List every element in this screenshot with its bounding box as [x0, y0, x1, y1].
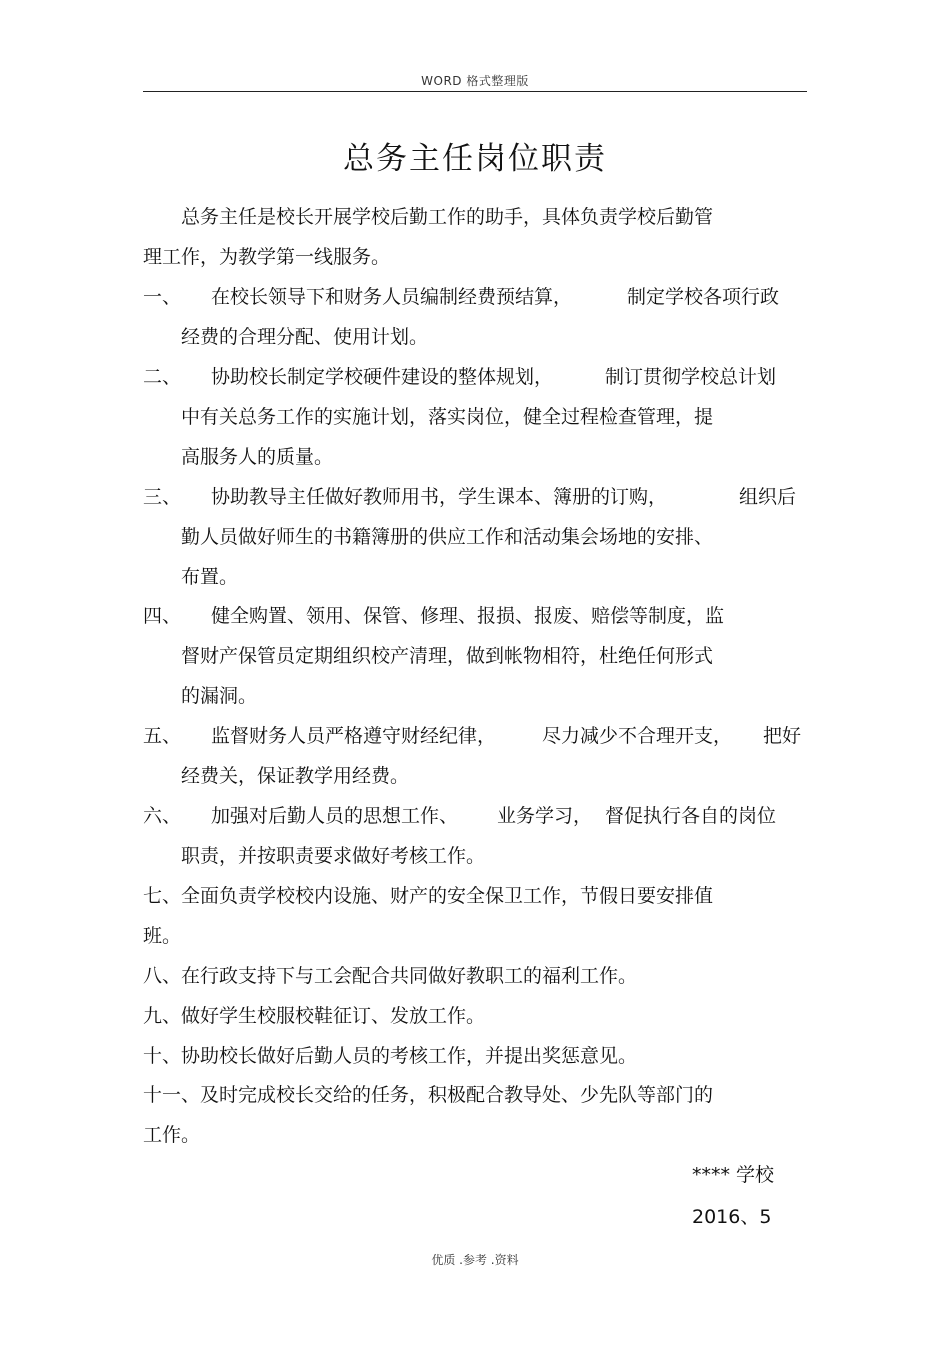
item-text: 制定学校各项行政	[627, 286, 780, 308]
item-text: 健全购置、领用、保管、修理、报损、报废、赔偿等制度，监	[211, 605, 725, 627]
item-text: 尽力减少不合理开支，	[542, 725, 733, 747]
item-text: 七、全面负责学校校内设施、财产的安全保卫工作，节假日要安排值	[143, 885, 714, 907]
item-text: 班。	[143, 925, 182, 947]
item-text: 中有关总务工作的实施计划，落实岗位，健全过程检查管理，提	[181, 406, 714, 428]
item-text: 督财产保管员定期组织校产清理，做到帐物相符，杜绝任何形式	[181, 645, 714, 667]
item-text: 加强对后勤人员的思想工作、	[211, 805, 459, 827]
item-text: 在校长领导下和财务人员编制经费预结算，	[211, 286, 573, 308]
signature-date: 2016、5	[692, 1206, 772, 1228]
item-number: 一、	[143, 286, 182, 308]
item-text: 的漏洞。	[181, 685, 258, 707]
item-text: 高服务人的质量。	[181, 446, 334, 468]
item-number: 三、	[143, 486, 182, 508]
item-text: 业务学习，	[497, 805, 593, 827]
item-text: 布置。	[181, 566, 239, 588]
item-text: 十一、及时完成校长交给的任务，积极配合教导处、少先队等部门的	[143, 1084, 714, 1106]
item-text: 组织后	[739, 486, 797, 508]
item-text: 勤人员做好师生的书籍簿册的供应工作和活动集会场地的安排、	[181, 526, 714, 548]
item-text: 九、做好学生校服校鞋征订、发放工作。	[143, 1005, 486, 1027]
item-text: 督促执行各自的岗位	[605, 805, 777, 827]
item-number: 五、	[143, 725, 182, 747]
page-footer: 优质 .参考 .资料	[431, 1253, 519, 1267]
item-text: 监督财务人员严格遵守财经纪律，	[211, 725, 497, 747]
item-text: 协助校长制定学校硬件建设的整体规划，	[211, 366, 554, 388]
item-text: 十、协助校长做好后勤人员的考核工作，并提出奖惩意见。	[143, 1045, 638, 1067]
document-title: 总务主任岗位职责	[343, 141, 607, 177]
intro-line: 总务主任是校长开展学校后勤工作的助手，具体负责学校后勤管	[181, 206, 714, 228]
item-text: 经费关，保证教学用经费。	[181, 765, 410, 787]
header-rule	[143, 91, 807, 92]
item-text: 制订贯彻学校总计划	[605, 366, 777, 388]
item-number: 二、	[143, 366, 182, 388]
item-text: 职责，并按职责要求做好考核工作。	[181, 845, 486, 867]
item-text: 把好	[763, 725, 802, 747]
page-header: WORD 格式整理版	[421, 74, 529, 88]
intro-line: 理工作，为教学第一线服务。	[143, 246, 391, 268]
item-text: 工作。	[143, 1124, 201, 1146]
item-text: 协助教导主任做好教师用书，学生课本、簿册的订购，	[211, 486, 668, 508]
signature-school: **** 学校	[692, 1164, 775, 1186]
item-text: 八、在行政支持下与工会配合共同做好教职工的福利工作。	[143, 965, 638, 987]
item-text: 经费的合理分配、使用计划。	[181, 326, 429, 348]
item-number: 六、	[143, 805, 182, 827]
item-number: 四、	[143, 605, 182, 627]
